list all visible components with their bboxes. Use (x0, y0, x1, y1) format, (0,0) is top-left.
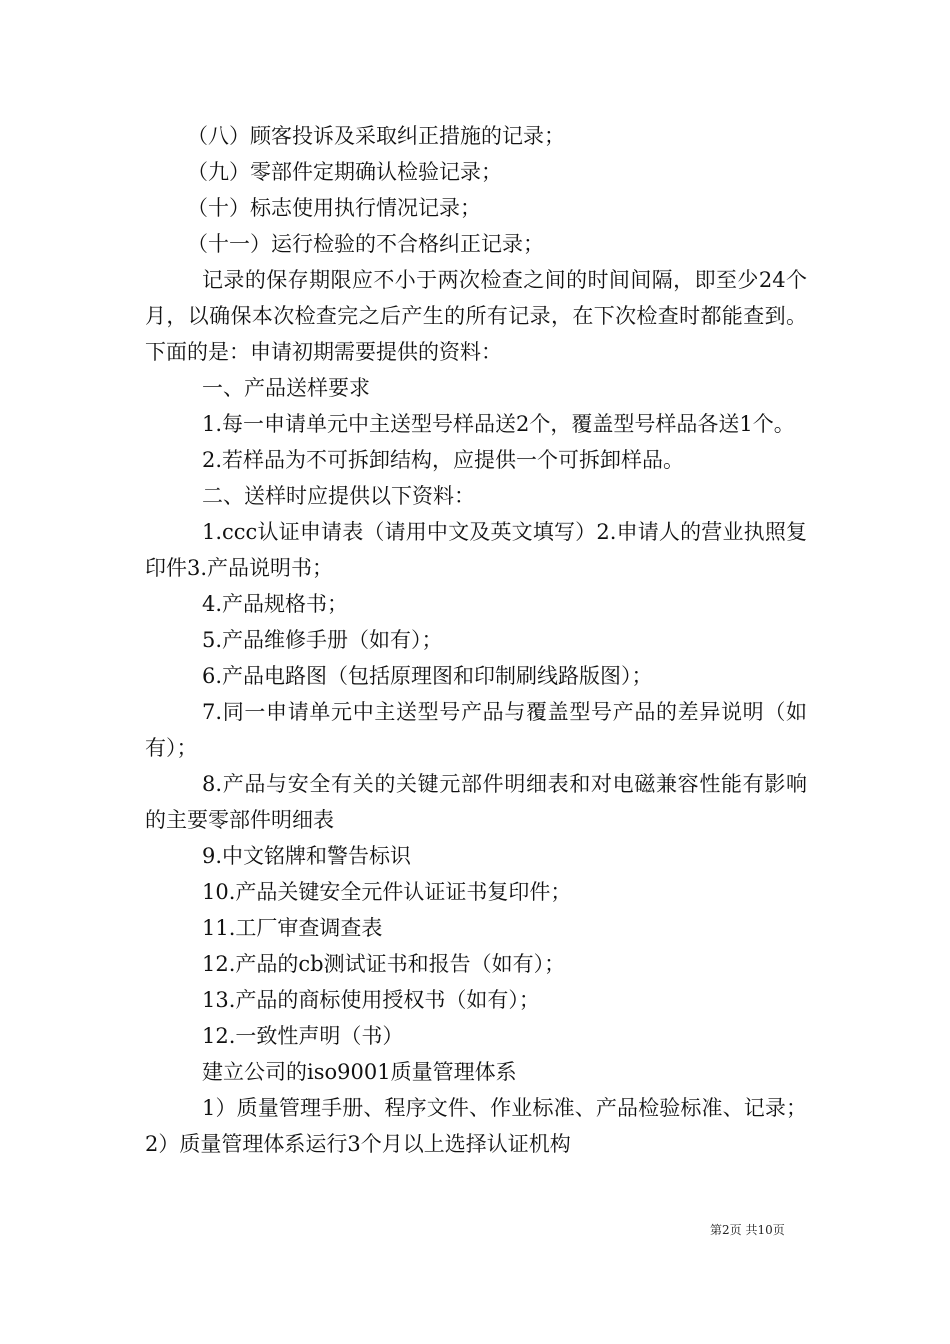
paragraph: 13.产品的商标使用授权书（如有）； (202, 988, 540, 1012)
paragraph: 2.若样品为不可拆卸结构，应提供一个可拆卸样品。 (202, 448, 685, 472)
paragraph: 12.产品的cb测试证书和报告（如有）； (202, 952, 566, 976)
paragraph: 1.ccc认证申请表（请用中文及英文填写）2.申请人的营业执照复印件3.产品说明书； (145, 520, 807, 580)
paragraph: 建立公司的iso9001质量管理体系 (202, 1060, 517, 1084)
paragraph: 1）质量管理手册、程序文件、作业标准、产品检验标准、记录；2）质量管理体系运行3个月以上选择认证机构 (145, 1096, 807, 1156)
paragraph: 12.一致性声明（书） (202, 1024, 404, 1048)
paragraph: 记录的保存期限应不小于两次检查之间的时间间隔，即至少24个月，以确保本次检查完之后产生的所有记录，在下次检查时都能查到。下面的是：申请初期需要提供的资料： (145, 268, 807, 364)
paragraph: 7.同一申请单元中主送型号产品与覆盖型号产品的差异说明（如有）； (145, 700, 807, 760)
paragraph: 11.工厂审查调查表 (202, 916, 383, 940)
page-footer: 第2页 共10页 (710, 1223, 785, 1237)
paragraph: （十一）运行检验的不合格纠正记录； (187, 232, 544, 256)
paragraph: 1.每一申请单元中主送型号样品送2个，覆盖型号样品各送1个。 (202, 412, 795, 436)
paragraph: 5.产品维修手册（如有）； (202, 628, 443, 652)
document-body (145, 118, 807, 1162)
paragraph: （十）标志使用执行情况记录； (187, 196, 481, 220)
paragraph: （八）顾客投诉及采取纠正措施的记录； (187, 124, 565, 148)
paragraph: （九）零部件定期确认检验记录； (187, 160, 502, 184)
paragraph: 二、送样时应提供以下资料： (202, 484, 475, 508)
paragraph: 6.产品电路图（包括原理图和印制刷线路版图）； (202, 664, 653, 688)
paragraph: 4.产品规格书； (202, 592, 349, 616)
paragraph: 一、产品送样要求 (202, 376, 370, 400)
paragraph: 9.中文铭牌和警告标识 (202, 844, 412, 868)
paragraph: 10.产品关键安全元件认证证书复印件； (202, 880, 572, 904)
paragraph: 8.产品与安全有关的关键元部件明细表和对电磁兼容性能有影响的主要零部件明细表 (145, 772, 807, 832)
